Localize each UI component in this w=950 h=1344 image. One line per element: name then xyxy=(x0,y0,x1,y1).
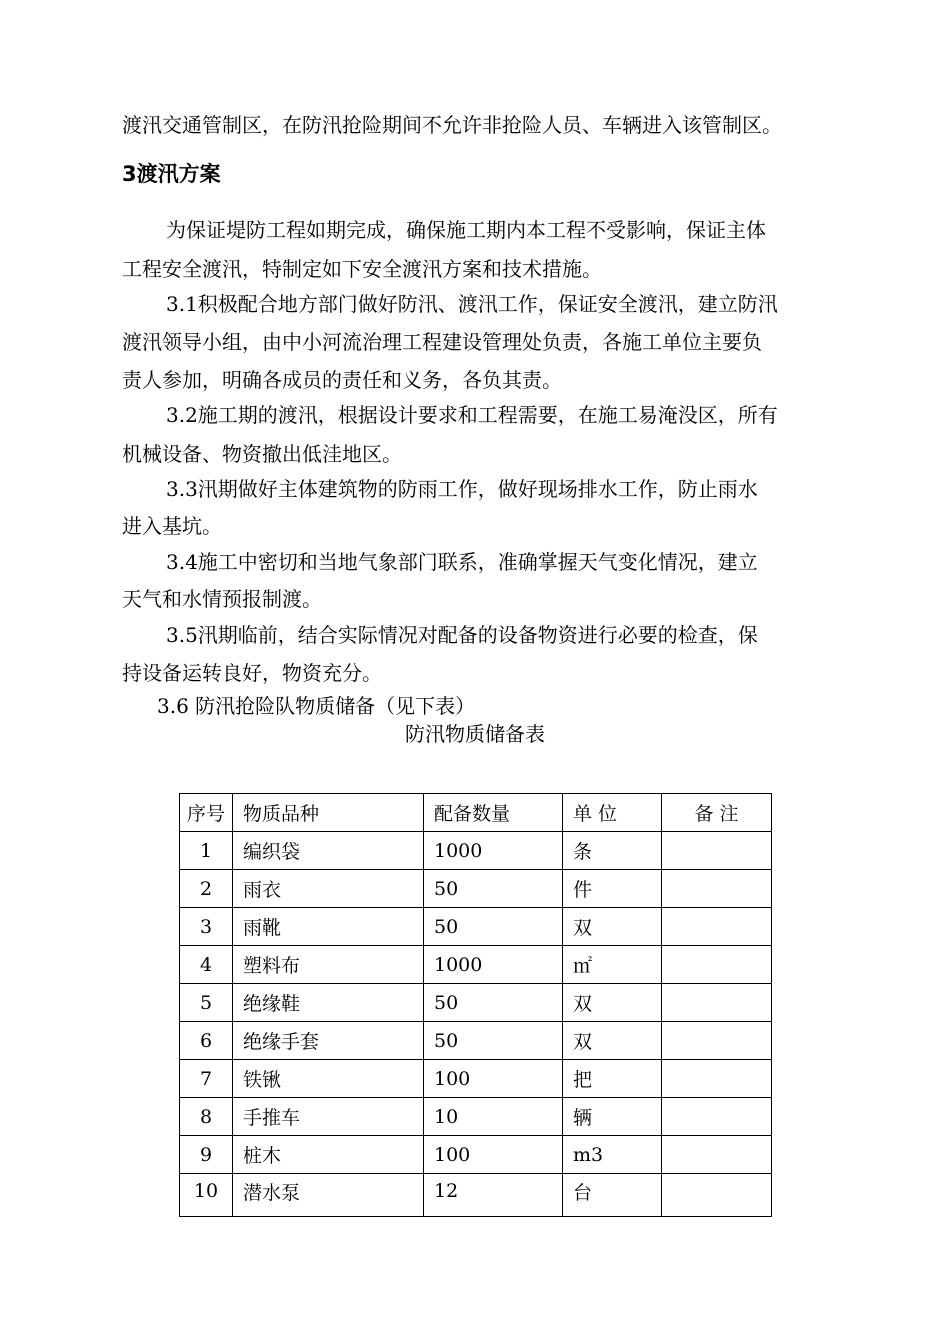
body-text-line: 持设备运转良好，物资充分。 xyxy=(122,661,382,685)
body-text-line: 3.2施工期的渡汛，根据设计要求和工程需要，在施工易淹没区，所有 xyxy=(166,403,778,427)
table-cell: 100 xyxy=(424,1136,563,1174)
body-text-line: 责人参加，明确各成员的责任和义务，各负其责。 xyxy=(122,368,562,392)
section-heading: 3渡汛方案 xyxy=(122,162,221,186)
table-cell: 3 xyxy=(180,908,233,946)
table-cell: 双 xyxy=(563,984,662,1022)
table-cell: 50 xyxy=(424,908,563,946)
table-cell: 件 xyxy=(563,870,662,908)
header-cell: 备 注 xyxy=(662,794,772,832)
table-cell: 8 xyxy=(180,1098,233,1136)
table-cell xyxy=(662,1136,772,1174)
table-cell: 4 xyxy=(180,946,233,984)
table-row xyxy=(180,984,772,1022)
body-text-line: 3.1积极配合地方部门做好防汛、渡汛工作，保证安全渡汛，建立防汛 xyxy=(166,292,778,316)
body-text-line: 工程安全渡汛，特制定如下安全渡汛方案和技术措施。 xyxy=(122,257,602,281)
table-cell xyxy=(662,984,772,1022)
table-cell xyxy=(662,870,772,908)
table-cell: 10 xyxy=(424,1098,563,1136)
table-cell: 台 xyxy=(563,1174,662,1217)
table-cell: 雨靴 xyxy=(233,908,424,946)
table-cell: 辆 xyxy=(563,1098,662,1136)
body-text-line: 渡汛交通管制区，在防汛抢险期间不允许非抢险人员、车辆进入该管制区。 xyxy=(122,113,782,137)
table-row xyxy=(180,832,772,870)
table-cell xyxy=(662,832,772,870)
body-text-line: 渡汛领导小组，由中小河流治理工程建设管理处负责，各施工单位主要负 xyxy=(122,330,762,354)
table-cell: 10 xyxy=(180,1174,233,1217)
header-cell: 序号 xyxy=(180,794,233,832)
table-cell: m3 xyxy=(563,1136,662,1174)
body-text-line: 3.6 防汛抢险队物质储备（见下表） xyxy=(157,694,476,718)
body-text-line: 3.4施工中密切和当地气象部门联系，准确掌握天气变化情况，建立 xyxy=(166,550,758,574)
table-cell: 潜水泵 xyxy=(233,1174,424,1217)
table-row xyxy=(180,1174,772,1217)
table-cell: 2 xyxy=(180,870,233,908)
table-cell: 绝缘手套 xyxy=(233,1022,424,1060)
table-cell: 雨衣 xyxy=(233,870,424,908)
body-text-line: 机械设备、物资撤出低洼地区。 xyxy=(122,442,402,466)
table-cell: 把 xyxy=(563,1060,662,1098)
body-text-line: 进入基坑。 xyxy=(122,514,222,538)
table-cell: 绝缘鞋 xyxy=(233,984,424,1022)
table-cell: 双 xyxy=(563,1022,662,1060)
table-header-row xyxy=(180,794,772,832)
table-cell: 手推车 xyxy=(233,1098,424,1136)
table-cell: 9 xyxy=(180,1136,233,1174)
table-cell: 6 xyxy=(180,1022,233,1060)
table-cell: 1000 xyxy=(424,832,563,870)
header-cell: 配备数量 xyxy=(424,794,563,832)
table-cell xyxy=(662,1098,772,1136)
body-text-line: 3.5汛期临前，结合实际情况对配备的设备物资进行必要的检查，保 xyxy=(166,623,758,647)
table-cell: 1000 xyxy=(424,946,563,984)
table-row xyxy=(180,870,772,908)
table-cell: 双 xyxy=(563,908,662,946)
table-title: 防汛物质储备表 xyxy=(405,722,545,746)
table-cell: 塑料布 xyxy=(233,946,424,984)
body-text-line: 3.3汛期做好主体建筑物的防雨工作，做好现场排水工作，防止雨水 xyxy=(166,477,758,501)
table-cell: 编织袋 xyxy=(233,832,424,870)
table-cell xyxy=(662,1022,772,1060)
table-cell: 桩木 xyxy=(233,1136,424,1174)
table-cell: 条 xyxy=(563,832,662,870)
table-cell: 铁锹 xyxy=(233,1060,424,1098)
header-cell: 单 位 xyxy=(563,794,662,832)
table-cell xyxy=(662,1174,772,1217)
table-cell: 50 xyxy=(424,984,563,1022)
table-cell: 50 xyxy=(424,870,563,908)
body-text-line: 为保证堤防工程如期完成，确保施工期内本工程不受影响，保证主体 xyxy=(166,218,766,242)
header-cell: 物质品种 xyxy=(233,794,424,832)
table-row xyxy=(180,1098,772,1136)
table-cell: 12 xyxy=(424,1174,563,1217)
storage-table xyxy=(179,793,772,1217)
table-cell xyxy=(662,1060,772,1098)
body-text-line: 天气和水情预报制渡。 xyxy=(122,587,322,611)
table-row xyxy=(180,1022,772,1060)
table-row xyxy=(180,908,772,946)
table-cell: ㎡ xyxy=(563,946,662,984)
table-cell: 50 xyxy=(424,1022,563,1060)
table-cell xyxy=(662,908,772,946)
table-cell: 100 xyxy=(424,1060,563,1098)
table-cell xyxy=(662,946,772,984)
table-cell: 5 xyxy=(180,984,233,1022)
table-cell: 1 xyxy=(180,832,233,870)
table-cell: 7 xyxy=(180,1060,233,1098)
table-row xyxy=(180,946,772,984)
table-row xyxy=(180,1136,772,1174)
table-row xyxy=(180,1060,772,1098)
